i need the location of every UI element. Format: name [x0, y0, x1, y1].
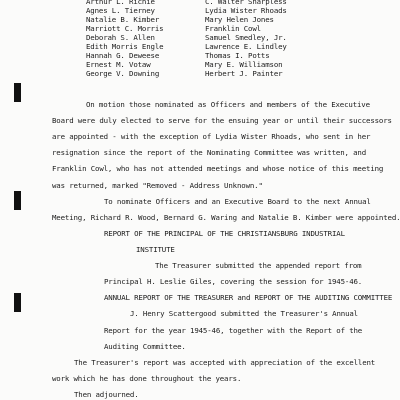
paragraph-line: resignation since the report of the Nominating Committee was written, and — [52, 148, 367, 157]
name-entry: Ernest M. Votaw — [86, 60, 151, 69]
name-entry: Hannah G. Deweese — [86, 51, 160, 60]
name-entry: Mary Helen Jones — [205, 15, 274, 24]
paragraph-line: Franklin Cowl, who has not attended meetings and whose notice of this meeting — [52, 164, 384, 173]
names-left-column — [86, 0, 163, 78]
paragraph-line: Board were duly elected to serve for the ensuing year or until their successors — [52, 116, 392, 125]
paragraph-line: are appointed - with the exception of Lydia Wister Rhoads, who sent in her — [52, 132, 371, 141]
name-entry: Thomas I. Potts — [205, 51, 270, 60]
section-heading: INSTITUTE — [136, 245, 175, 254]
names-right-column — [205, 0, 287, 78]
paragraph-line: The Treasurer submitted the appended report from — [155, 261, 362, 270]
paragraph-line: The Treasurer's report was accepted with appreciation of the excellent — [74, 358, 376, 367]
paragraph-line: Principal H. Leslie Giles, covering the session for 1945-46. — [104, 277, 363, 286]
name-entry: Lydia Wister Rhoads — [205, 6, 287, 15]
section-heading: ANNUAL REPORT OF THE TREASURER and REPORT OF THE AUDITING COMMITTEE — [104, 293, 393, 302]
paragraph-line: work which he has done throughout the years. — [52, 374, 242, 383]
paragraph-line: To nominate Officers and an Executive Board to the next Annual — [104, 197, 371, 206]
name-entry: Edith Morris Engle — [86, 42, 164, 51]
name-entry: Deborah S. Allen — [86, 33, 155, 42]
name-entry: Franklin Cowl — [205, 24, 261, 33]
paragraph-line: On motion those nominated as Officers and members of the Executive — [86, 100, 370, 109]
paragraph-line: Report for the year 1945-46, together with the Report of the — [104, 326, 363, 335]
name-entry: Mary E. Williamson — [205, 60, 283, 69]
paragraph-line: J. Henry Scattergood submitted the Treasurer's Annual — [130, 309, 358, 318]
name-entry: Agnes L. Tierney — [86, 6, 155, 15]
name-entry: Samuel Smedley, Jr. — [205, 33, 287, 42]
name-entry: Herbert J. Painter — [205, 69, 283, 78]
paragraph-line: Meeting, Richard R. Wood, Bernard G. Waring and Natalie B. Kimber were appointed. — [52, 213, 400, 222]
name-entry: Marriott C. Morris — [86, 24, 164, 33]
section-heading: REPORT OF THE PRINCIPAL OF THE CHRISTIANSBURG INDUSTRIAL — [104, 229, 345, 238]
name-entry: Lawrence E. Lindley — [205, 42, 287, 51]
punch-hole-mark — [14, 191, 21, 210]
name-entry: Arthur L. Richie — [86, 0, 155, 6]
closing-line: Then adjourned. — [74, 390, 139, 399]
punch-hole-mark — [14, 293, 21, 312]
paragraph-line: was returned, marked "Removed - Address Unknown." — [52, 181, 263, 190]
name-entry: C. Walter Sharpless — [205, 0, 287, 6]
name-entry: George V. Downing — [86, 69, 160, 78]
paragraph-line: Auditing Committee. — [104, 342, 186, 351]
name-entry: Natalie B. Kimber — [86, 15, 160, 24]
punch-hole-mark — [14, 83, 21, 102]
